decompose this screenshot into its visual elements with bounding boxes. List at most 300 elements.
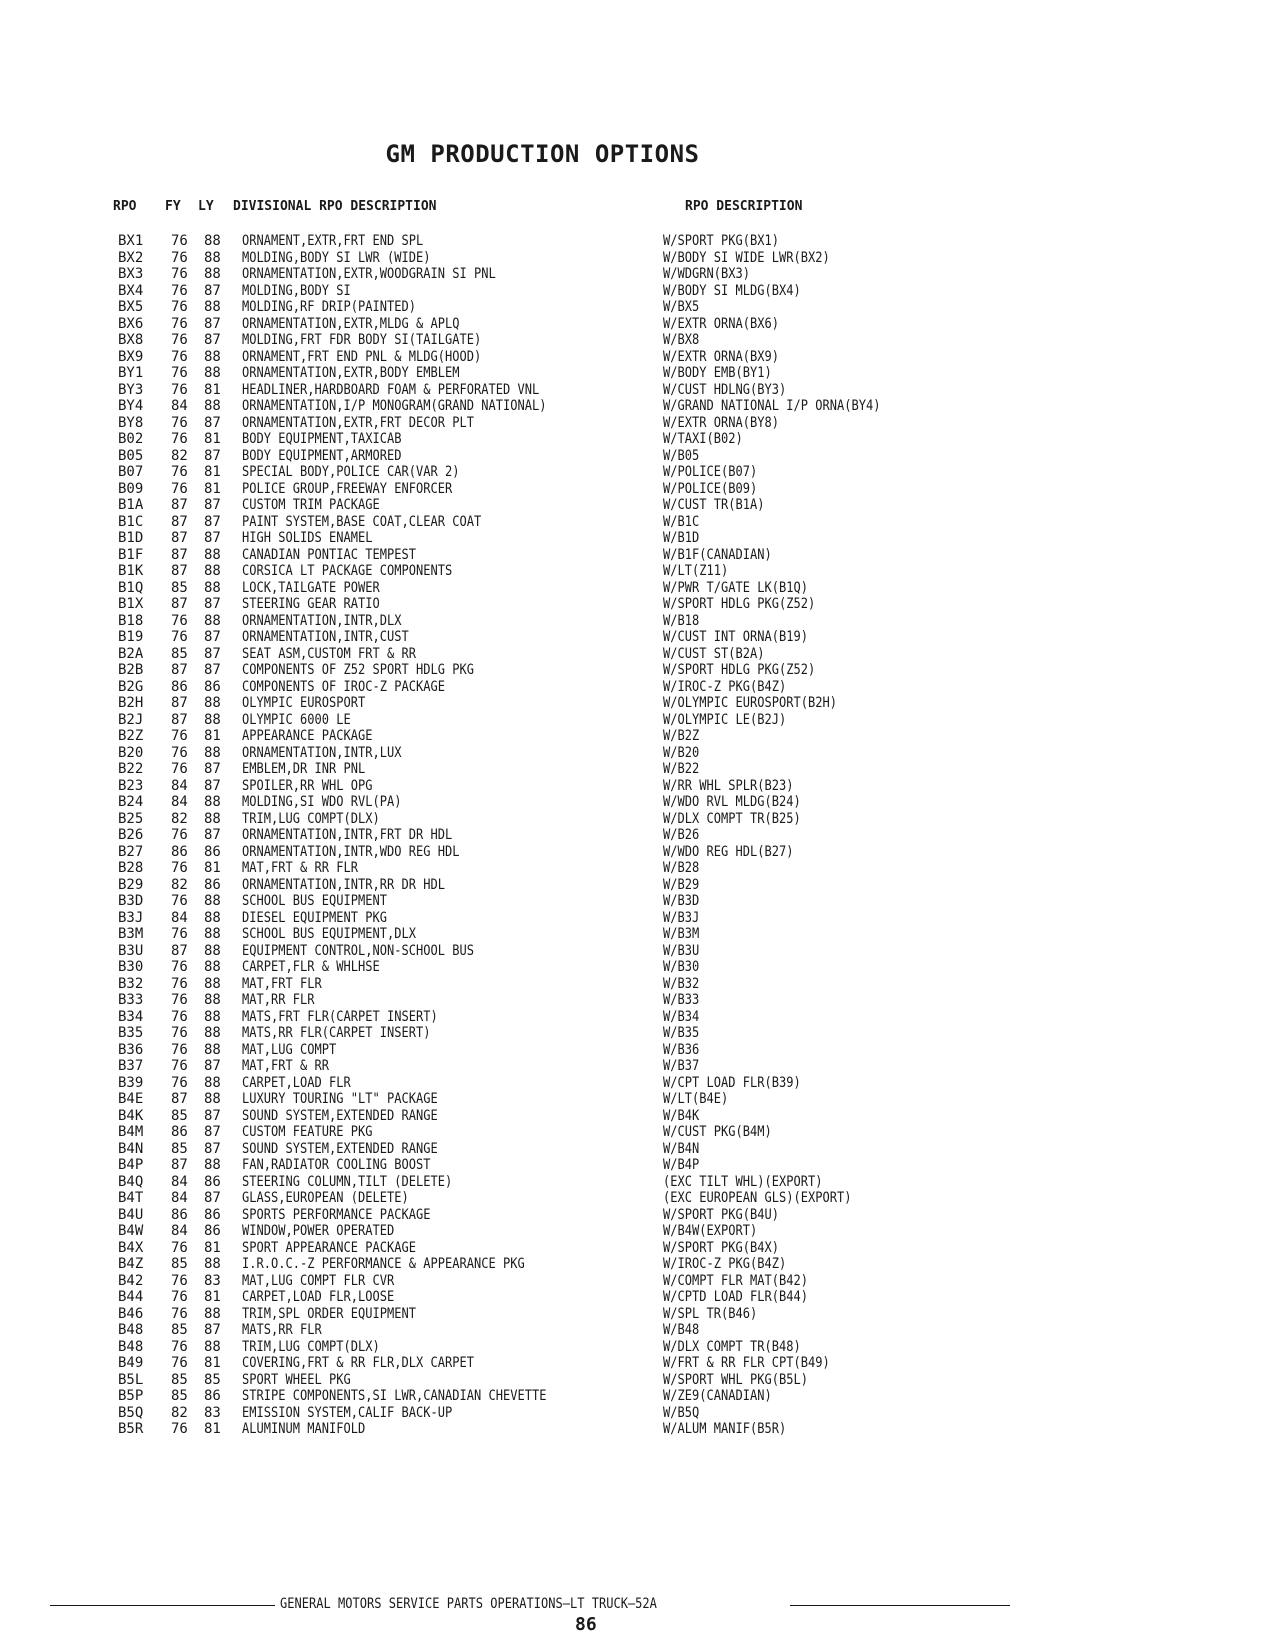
rpo-description: W/B2Z [663,728,700,744]
rpo-code: B1D [118,530,144,546]
last-year: 88 [204,711,221,728]
rpo-description: W/POLICE(B09) [663,480,758,497]
first-year: 76 [171,1338,188,1355]
table-row [118,1421,938,1438]
divisional-description: SEAT ASM,CUSTOM FRT & RR [242,645,416,662]
table-row [118,1190,938,1207]
rpo-code: B4Q [118,1173,144,1190]
rpo-code: B29 [118,876,144,893]
table-row [118,1273,938,1290]
first-year: 87 [171,1157,188,1173]
rpo-code: B36 [118,1041,144,1058]
table-row [118,1388,938,1405]
divisional-description: ORNAMENTATION,EXTR,FRT DECOR PLT [242,414,474,431]
table-row [118,926,938,943]
rpo-code: B39 [118,1074,144,1091]
first-year: 76 [171,1421,188,1437]
table-row [118,1355,938,1372]
first-year: 76 [171,1355,188,1371]
first-year: 85 [171,1371,188,1388]
rpo-code: B27 [118,843,144,860]
last-year: 88 [204,942,221,959]
rpo-description: W/B3D [663,893,700,909]
table-row [118,547,938,564]
table-row [118,266,938,283]
first-year: 82 [171,447,188,464]
rpo-code: B25 [118,810,144,827]
rpo-description: W/B34 [663,1008,700,1025]
rpo-code: B2B [118,662,144,678]
rpo-code: B3J [118,909,144,926]
divisional-description: CARPET,FLR & WHLHSE [242,959,380,975]
rpo-code: BX4 [118,282,144,299]
last-year: 83 [204,1404,221,1421]
rpo-code: B37 [118,1058,144,1074]
last-year: 81 [204,431,221,447]
last-year: 88 [204,1256,221,1272]
divisional-description: SPORTS PERFORMANCE PACKAGE [242,1206,431,1223]
table-row [118,992,938,1009]
first-year: 76 [171,1058,188,1074]
table-row [118,1009,938,1026]
first-year: 76 [171,860,188,876]
rpo-description: W/B1F(CANADIAN) [663,546,772,563]
divisional-description: TRIM,SPL ORDER EQUIPMENT [242,1305,416,1322]
rpo-description: W/BODY EMB(BY1) [663,365,772,381]
last-year: 88 [204,1008,221,1025]
last-year: 88 [204,579,221,596]
table-row [118,1124,938,1141]
last-year: 85 [204,1371,221,1388]
last-year: 88 [204,233,221,249]
table-row [118,893,938,910]
table-row [118,1256,938,1273]
rpo-code: B1A [118,497,144,513]
rpo-code: B2H [118,695,144,711]
first-year: 76 [171,299,188,315]
last-year: 87 [204,1140,221,1157]
rpo-code: B2G [118,678,144,695]
table-row [118,1322,938,1339]
last-year: 87 [204,315,221,332]
table-row [118,629,938,646]
first-year: 76 [171,480,188,497]
divisional-description: POLICE GROUP,FREEWAY ENFORCER [242,480,453,497]
table-row [118,662,938,679]
rpo-description: W/B36 [663,1041,700,1058]
rpo-code: B5P [118,1388,144,1404]
divisional-description: COMPONENTS OF IROC-Z PACKAGE [242,678,445,695]
divisional-description: CUSTOM TRIM PACKAGE [242,497,380,513]
last-year: 86 [204,1223,221,1239]
last-year: 88 [204,893,221,909]
rpo-description: W/OLYMPIC EUROSPORT(B2H) [663,695,837,711]
last-year: 86 [204,1206,221,1223]
rpo-code: B4P [118,1157,144,1173]
rpo-description: W/B30 [663,959,700,975]
divisional-description: STRIPE COMPONENTS,SI LWR,CANADIAN CHEVETTE [242,1388,547,1404]
table-row [118,1339,938,1356]
table-row [118,1289,938,1306]
rpo-description: W/WDO REG HDL(B27) [663,843,794,860]
rpo-code: B1F [118,546,144,563]
divisional-description: MAT,FRT FLR [242,975,322,992]
last-year: 88 [204,744,221,761]
last-year: 88 [204,365,221,381]
rpo-description: W/COMPT FLR MAT(B42) [663,1272,808,1289]
rpo-description: W/OLYMPIC LE(B2J) [663,711,787,728]
first-year: 76 [171,959,188,975]
rpo-description: W/EXTR ORNA(BX6) [663,315,779,332]
divisional-description: ORNAMENTATION,INTR,CUST [242,629,409,645]
last-year: 81 [204,860,221,876]
divisional-description: WINDOW,POWER OPERATED [242,1223,395,1239]
divisional-description: ORNAMENT,FRT END PNL & MLDG(HOOD) [242,348,482,365]
table-row [118,563,938,580]
last-year: 87 [204,645,221,662]
divisional-description: ORNAMENTATION,INTR,WDO REG HDL [242,843,460,860]
last-year: 87 [204,414,221,431]
divisional-description: MOLDING,BODY SI [242,282,351,299]
rpo-description: W/B4N [663,1140,700,1157]
divisional-description: SCHOOL BUS EQUIPMENT [242,893,387,909]
table-row [118,1108,938,1125]
first-year: 84 [171,398,188,414]
first-year: 76 [171,744,188,761]
last-year: 81 [204,480,221,497]
rpo-description: W/B3U [663,942,700,959]
table-row [118,431,938,448]
last-year: 86 [204,876,221,893]
divisional-description: CARPET,LOAD FLR,LOOSE [242,1289,395,1305]
divisional-description: ORNAMENTATION,EXTR,MLDG & APLQ [242,315,460,332]
table-row [118,910,938,927]
rpo-description: (EXC EUROPEAN GLS)(EXPORT) [663,1190,852,1206]
first-year: 84 [171,1173,188,1190]
rpo-code: B4M [118,1124,144,1140]
first-year: 76 [171,728,188,744]
rpo-description: W/B22 [663,761,700,777]
last-year: 86 [204,678,221,695]
divisional-description: MATS,RR FLR(CARPET INSERT) [242,1025,431,1041]
divisional-description: MATS,FRT FLR(CARPET INSERT) [242,1008,438,1025]
divisional-description: CANADIAN PONTIAC TEMPEST [242,546,416,563]
rpo-description: W/RR WHL SPLR(B23) [663,777,794,794]
first-year: 76 [171,332,188,348]
rpo-code: BX2 [118,249,144,266]
table-row [118,679,938,696]
rpo-code: B26 [118,827,144,843]
rpo-code: B4N [118,1140,144,1157]
table-row [118,299,938,316]
rpo-description: W/B35 [663,1025,700,1041]
rpo-code: B48 [118,1322,144,1338]
divisional-description: MAT,LUG COMPT FLR CVR [242,1272,395,1289]
last-year: 87 [204,1124,221,1140]
footer-rule-right [790,1605,1010,1606]
first-year: 76 [171,926,188,942]
rpo-description: W/CPTD LOAD FLR(B44) [663,1289,808,1305]
rpo-code: B48 [118,1338,144,1355]
last-year: 87 [204,1058,221,1074]
table-row [118,530,938,547]
table-row [118,877,938,894]
rpo-code: B4U [118,1206,144,1223]
first-year: 76 [171,431,188,447]
last-year: 87 [204,662,221,678]
divisional-description: COVERING,FRT & RR FLR,DLX CARPET [242,1355,474,1371]
last-year: 88 [204,794,221,810]
table-row [118,1091,938,1108]
rpo-description: W/IROC-Z PKG(B4Z) [663,1256,787,1272]
last-year: 83 [204,1272,221,1289]
rpo-code: BX6 [118,315,144,332]
rpo-description: W/CUST ST(B2A) [663,645,765,662]
header-fy: FY [165,199,181,214]
first-year: 87 [171,497,188,513]
rpo-description: W/POLICE(B07) [663,464,758,480]
table-row [118,1141,938,1158]
first-year: 76 [171,975,188,992]
last-year: 87 [204,282,221,299]
table-row [118,976,938,993]
rpo-code: B2J [118,711,144,728]
rpo-description: W/ALUM MANIF(B5R) [663,1421,787,1437]
rpo-description: W/BODY SI MLDG(BX4) [663,282,801,299]
divisional-description: TRIM,LUG COMPT(DLX) [242,810,380,827]
table-row [118,464,938,481]
rpo-description: W/SPORT HDLG PKG(Z52) [663,596,816,612]
page-number: 86 [575,1614,597,1635]
last-year: 88 [204,695,221,711]
last-year: 81 [204,1239,221,1256]
header-divisional-description: DIVISIONAL RPO DESCRIPTION [233,199,437,214]
divisional-description: MAT,LUG COMPT [242,1041,337,1058]
last-year: 81 [204,1421,221,1437]
rpo-code: BX5 [118,299,144,315]
table-row [118,1075,938,1092]
divisional-description: ORNAMENTATION,INTR,DLX [242,612,402,629]
last-year: 88 [204,1305,221,1322]
last-year: 88 [204,959,221,975]
table-row [118,514,938,531]
rpo-code: B18 [118,612,144,629]
first-year: 85 [171,1322,188,1338]
table-row [118,943,938,960]
rpo-description: W/BODY SI WIDE LWR(BX2) [663,249,830,266]
last-year: 88 [204,992,221,1008]
rpo-description: W/B3J [663,909,700,926]
last-year: 86 [204,1388,221,1404]
last-year: 88 [204,1074,221,1091]
first-year: 85 [171,1140,188,1157]
rpo-description: W/PWR T/GATE LK(B1Q) [663,579,808,596]
rpo-description: W/SPORT WHL PKG(B5L) [663,1371,808,1388]
last-year: 87 [204,1107,221,1124]
page-title: GM PRODUCTION OPTIONS [385,140,700,168]
last-year: 87 [204,530,221,546]
table-row [118,1058,938,1075]
rpo-description: (EXC TILT WHL)(EXPORT) [663,1173,823,1190]
table-row [118,382,938,399]
rpo-code: B4Z [118,1256,144,1272]
table-row [118,233,938,250]
first-year: 85 [171,579,188,596]
last-year: 86 [204,843,221,860]
first-year: 87 [171,711,188,728]
first-year: 87 [171,563,188,579]
divisional-description: ORNAMENTATION,EXTR,WOODGRAIN SI PNL [242,266,496,282]
last-year: 88 [204,249,221,266]
first-year: 76 [171,1305,188,1322]
last-year: 87 [204,1322,221,1338]
last-year: 87 [204,629,221,645]
rpo-description: W/B26 [663,827,700,843]
rpo-description: W/CUST PKG(B4M) [663,1124,772,1140]
first-year: 84 [171,777,188,794]
rpo-description: W/GRAND NATIONAL I/P ORNA(BY4) [663,398,881,414]
divisional-description: MATS,RR FLR [242,1322,322,1338]
divisional-description: SOUND SYSTEM,EXTENDED RANGE [242,1107,438,1124]
last-year: 88 [204,810,221,827]
divisional-description: LOCK,TAILGATE POWER [242,579,380,596]
rpo-description: W/EXTR ORNA(BX9) [663,348,779,365]
rpo-code: BX3 [118,266,144,282]
rpo-code: B3M [118,926,144,942]
rpo-description: W/DLX COMPT TR(B48) [663,1338,801,1355]
rpo-code: B2A [118,645,144,662]
first-year: 87 [171,530,188,546]
header-rpo: RPO [113,199,137,214]
divisional-description: FAN,RADIATOR COOLING BOOST [242,1157,431,1173]
rpo-code: B09 [118,480,144,497]
rpo-code: B4T [118,1190,144,1206]
rpo-description: W/B4P [663,1157,700,1173]
last-year: 88 [204,546,221,563]
first-year: 76 [171,761,188,777]
table-row [118,1174,938,1191]
rpo-description: W/B3M [663,926,700,942]
table-row [118,316,938,333]
divisional-description: DIESEL EQUIPMENT PKG [242,909,387,926]
first-year: 76 [171,1041,188,1058]
rpo-code: B4X [118,1239,144,1256]
first-year: 82 [171,810,188,827]
last-year: 88 [204,563,221,579]
last-year: 81 [204,464,221,480]
first-year: 76 [171,464,188,480]
rpo-code: B1Q [118,579,144,596]
first-year: 76 [171,249,188,266]
divisional-description: ORNAMENTATION,I/P MONOGRAM(GRAND NATIONAL) [242,398,547,414]
rpo-description: W/B29 [663,876,700,893]
rpo-code: B22 [118,761,144,777]
rpo-code: B46 [118,1305,144,1322]
divisional-description: OLYMPIC EUROSPORT [242,695,366,711]
rpo-code: BY4 [118,398,144,414]
table-row [118,1306,938,1323]
last-year: 88 [204,612,221,629]
rpo-description: W/CUST TR(B1A) [663,497,765,513]
footer-text: GENERAL MOTORS SERVICE PARTS OPERATIONS—LT TRUCK—52A [280,1596,657,1612]
last-year: 86 [204,1173,221,1190]
first-year: 76 [171,233,188,249]
table-row [118,596,938,613]
first-year: 85 [171,1256,188,1272]
table-row [118,398,938,415]
divisional-description: ORNAMENTATION,INTR,RR DR HDL [242,876,445,893]
rpo-description: W/B37 [663,1058,700,1074]
divisional-description: SCHOOL BUS EQUIPMENT,DLX [242,926,416,942]
first-year: 86 [171,843,188,860]
last-year: 81 [204,381,221,398]
rpo-code: B24 [118,794,144,810]
first-year: 87 [171,942,188,959]
first-year: 87 [171,662,188,678]
table-row [118,1157,938,1174]
rpo-code: B2Z [118,728,144,744]
rpo-code: B5Q [118,1404,144,1421]
rpo-description: W/SPORT PKG(B4X) [663,1239,779,1256]
divisional-description: BODY EQUIPMENT,TAXICAB [242,431,402,447]
divisional-description: MAT,FRT & RR FLR [242,860,358,876]
first-year: 84 [171,1190,188,1206]
table-row [118,728,938,745]
footer-rule-left [50,1605,275,1606]
first-year: 76 [171,827,188,843]
rpo-description: W/SPORT PKG(BX1) [663,233,779,249]
last-year: 88 [204,975,221,992]
rpo-description: W/B32 [663,975,700,992]
first-year: 76 [171,1239,188,1256]
rpo-description: W/SPL TR(B46) [663,1305,758,1322]
divisional-description: MOLDING,RF DRIP(PAINTED) [242,299,416,315]
rpo-code: B4E [118,1091,144,1107]
last-year: 81 [204,728,221,744]
divisional-description: PAINT SYSTEM,BASE COAT,CLEAR COAT [242,513,482,530]
rpo-code: B28 [118,860,144,876]
first-year: 87 [171,546,188,563]
rpo-code: B1X [118,596,144,612]
last-year: 87 [204,332,221,348]
divisional-description: ALUMINUM MANIFOLD [242,1421,366,1437]
rpo-code: BY1 [118,365,144,381]
divisional-description: EQUIPMENT CONTROL,NON-SCHOOL BUS [242,942,474,959]
rpo-code: B32 [118,975,144,992]
table-row [118,844,938,861]
divisional-description: EMBLEM,DR INR PNL [242,761,366,777]
rpo-code: BX8 [118,332,144,348]
table-row [118,448,938,465]
last-year: 88 [204,1041,221,1058]
divisional-description: BODY EQUIPMENT,ARMORED [242,447,402,464]
last-year: 88 [204,266,221,282]
rpo-description: W/B4W(EXPORT) [663,1223,758,1239]
header-ly: LY [198,199,214,214]
last-year: 88 [204,299,221,315]
divisional-description: TRIM,LUG COMPT(DLX) [242,1338,380,1355]
last-year: 81 [204,1355,221,1371]
divisional-description: SPECIAL BODY,POLICE CAR(VAR 2) [242,464,460,480]
table-row [118,349,938,366]
rpo-description: W/DLX COMPT TR(B25) [663,810,801,827]
divisional-description: HEADLINER,HARDBOARD FOAM & PERFORATED VNL [242,381,540,398]
last-year: 88 [204,398,221,414]
table-row [118,827,938,844]
rpo-code: BY3 [118,381,144,398]
divisional-description: SPORT WHEEL PKG [242,1371,351,1388]
first-year: 87 [171,513,188,530]
